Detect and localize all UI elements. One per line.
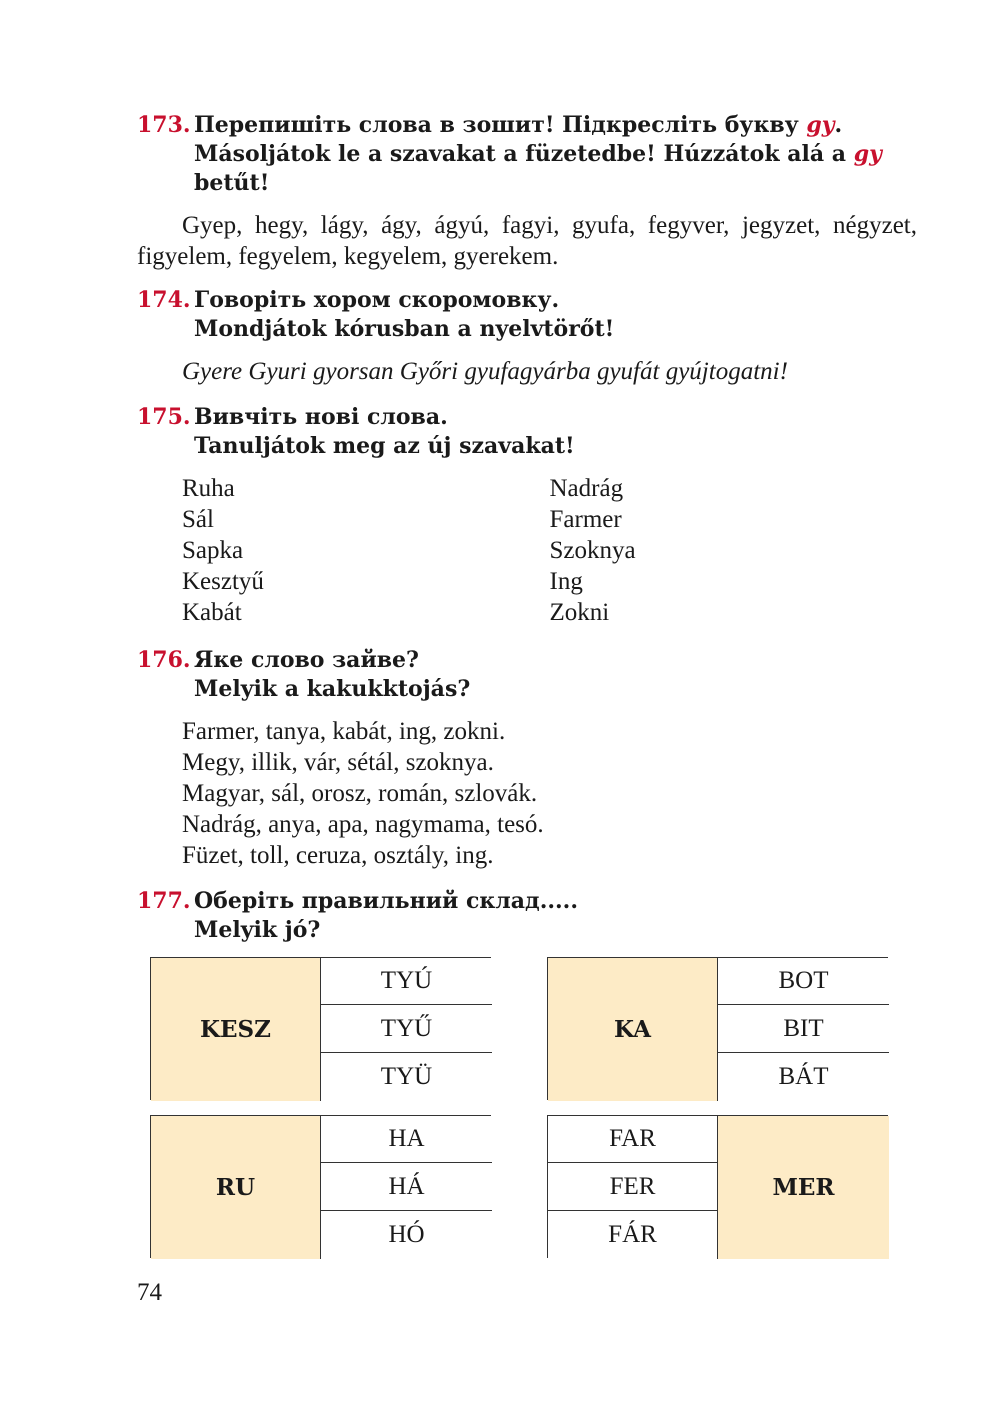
word-line: Nadrág, anya, apa, nagymama, tesó. [182,811,544,838]
syllable-table-kesz [150,957,491,1100]
page-number: 74 [137,1279,162,1306]
syllable-option[interactable]: TYÜ [321,1053,492,1101]
vocabulary-word: Zokni [549,599,610,626]
vocabulary-word: Kesztyű [182,568,264,595]
syllable-option[interactable]: HÓ [321,1211,492,1259]
highlight-letter: gy [853,141,882,167]
vocabulary-word: Szoknya [549,537,636,564]
stem-cell: KA [548,958,718,1101]
syllable-option[interactable]: BIT [718,1005,889,1053]
word-paragraph: Gyep, hegy, lágy, ágy, ágyú, fagyi, gyufa, fegyver, jegyzet, négyzet, figyelem, fegyelem, kegyelem, gyerekem. [137,212,917,270]
vocabulary-left-column [182,473,550,628]
exercise-title: Вивчіть нові слова. Tanuljátok meg az új szavakat! [194,404,575,459]
exercise-number: 175. [137,404,191,430]
syllable-option[interactable]: BÁT [718,1053,889,1101]
vocabulary-word: Farmer [549,506,622,533]
vocabulary-word: Kabát [182,599,242,626]
stem-cell: RU [151,1116,321,1259]
syllable-table-mer [547,1115,888,1258]
exercise-number: 176. [137,647,191,673]
exercise-173 [137,111,917,272]
syllable-option[interactable]: TYÚ [321,958,492,1005]
highlight-letter: gy [806,112,835,138]
exercise-175 [137,403,917,628]
tongue-twister: Gyere Gyuri gyorsan Győri gyufagyárba gyufát gyújtogatni! [182,358,788,385]
vocabulary-word: Ing [549,568,583,595]
exercise-177 [137,887,917,945]
syllable-option[interactable]: BOT [718,958,889,1005]
exercise-176 [137,646,917,871]
vocabulary-word: Ruha [182,475,235,502]
vocabulary-right-column [550,473,918,628]
exercise-number: 173. [137,112,191,138]
stem-cell: KESZ [151,958,321,1101]
exercise-174 [137,286,917,387]
syllable-option[interactable]: FÁR [548,1211,718,1259]
vocabulary-word: Sál [182,506,214,533]
exercise-number: 174. [137,287,191,313]
syllable-option[interactable]: HÁ [321,1163,492,1211]
syllable-option[interactable]: TYŰ [321,1005,492,1053]
syllable-table-ka [547,957,888,1100]
exercise-title: Оберіть правильний склад..... Melyik jó? [194,888,578,943]
exercise-number: 177. [137,888,191,914]
word-line: Megy, illik, vár, sétál, szoknya. [182,749,494,776]
odd-one-out-lines [137,716,917,871]
word-line: Füzet, toll, ceruza, osztály, ing. [182,842,494,869]
syllable-table-ru [150,1115,491,1258]
syllable-option[interactable]: FAR [548,1116,718,1163]
syllable-option[interactable]: FER [548,1163,718,1211]
vocabulary-columns [137,473,917,628]
word-line: Magyar, sál, orosz, román, szlovák. [182,780,538,807]
exercise-title: Яке слово зайве? Melyik a kakukktojás? [194,647,471,702]
vocabulary-word: Nadrág [549,475,624,502]
syllable-option[interactable]: HA [321,1116,492,1163]
word-line: Farmer, tanya, kabát, ing, zokni. [182,718,506,745]
exercise-title: Перепишіть слова в зошит! Підкресліть букву gy. Másoljátok le a szavakat a füzetedbe! Húzzátok alá a gy betűt! [194,112,882,196]
vocabulary-word: Sapka [182,537,244,564]
stem-cell: MER [718,1116,889,1259]
exercise-title: Говоріть хором скоромовку. Mondjátok kórusban a nyelvtörőt! [194,287,615,342]
